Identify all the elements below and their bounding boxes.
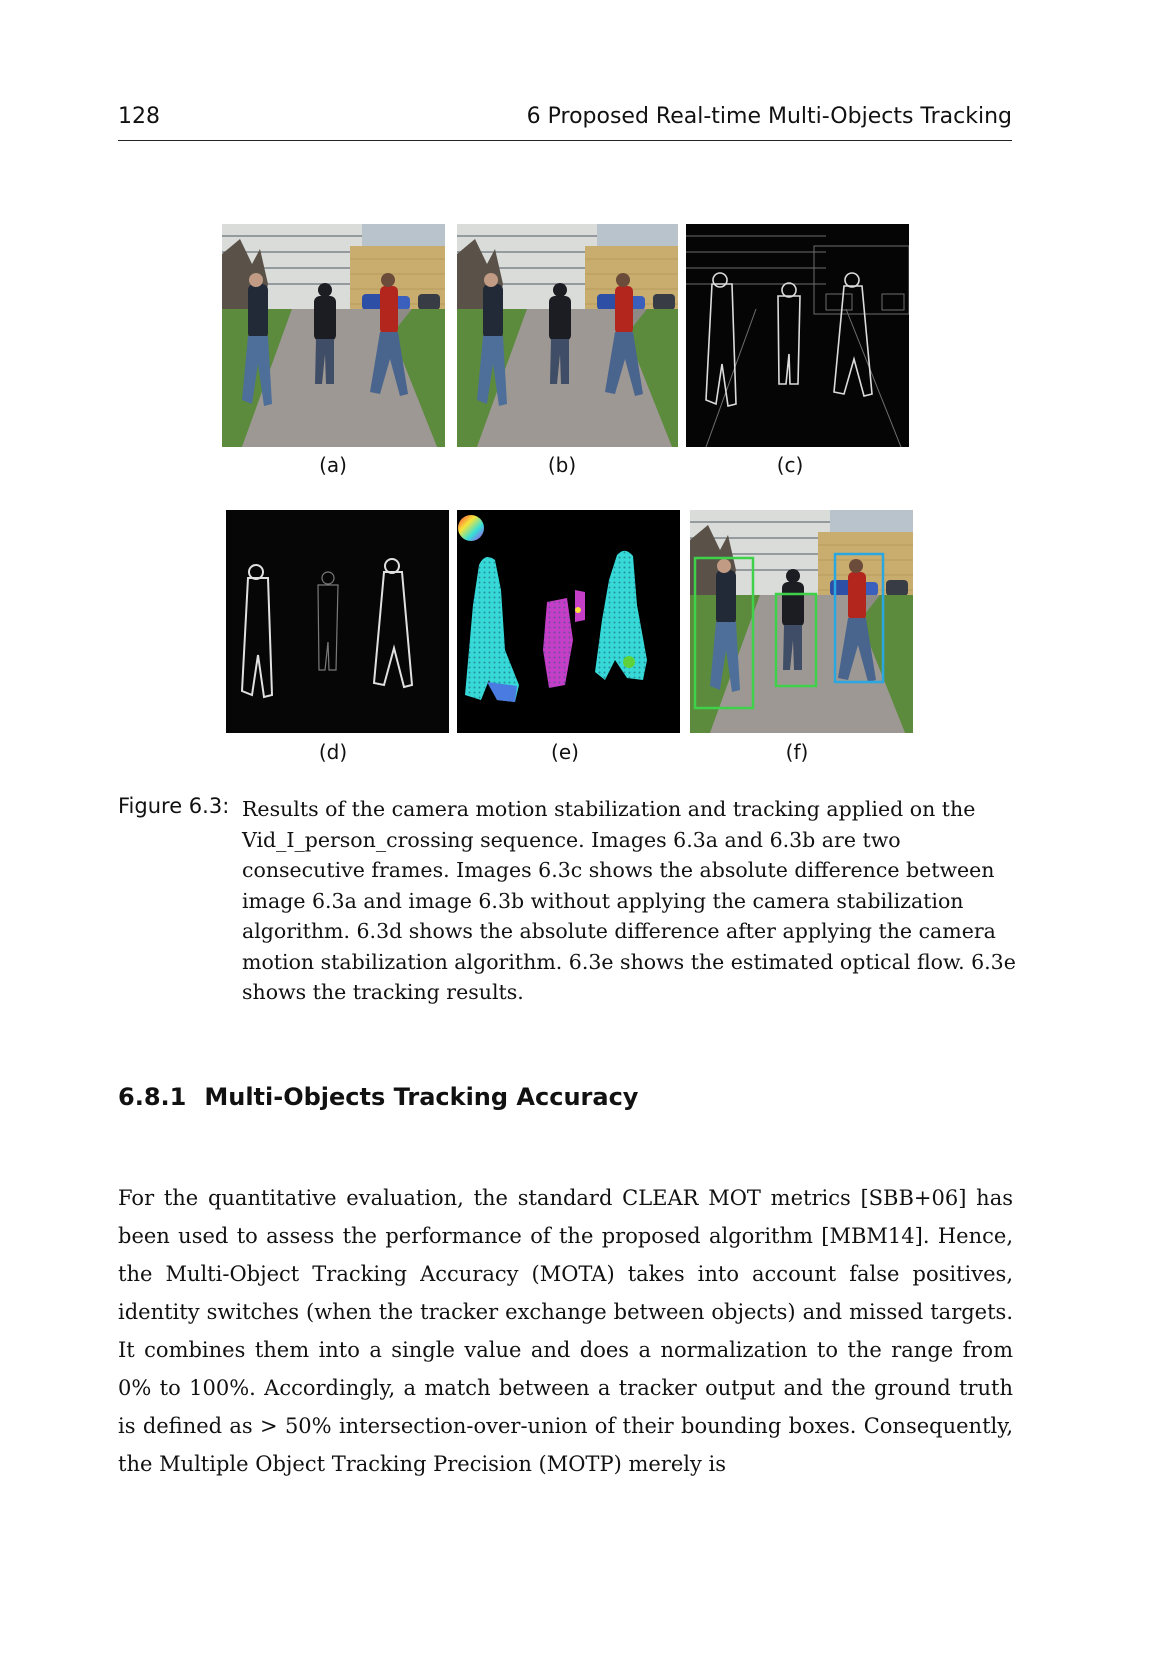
- section-number: 6.8.1: [118, 1083, 187, 1111]
- subfigure-a-label: (a): [319, 453, 347, 477]
- figure-caption-text: Results of the camera motion stabilization and tracking applied on the Vid_I_person_crossing sequence. Images 6.3a and 6.3b are two consecutive frames. Images 6.3c shows the absolute difference between image 6.3a and image 6.3b without applying the camera stabilization algorithm. 6.3d shows the absolute difference after applying the camera motion stabilization algorithm. 6.3e shows the estimated optical flow. 6.3e shows the tracking results.: [242, 797, 1016, 1004]
- section-heading: [118, 1083, 638, 1111]
- subfigure-f-label: (f): [785, 740, 809, 764]
- subfigure-c-image: [686, 224, 909, 447]
- subfigure-c-label: (c): [776, 453, 804, 477]
- subfigure-d-label: (d): [318, 740, 348, 764]
- subfigure-d-image: [226, 510, 449, 733]
- subfigure-b-label: (b): [547, 453, 577, 477]
- subfigure-e-label: (e): [551, 740, 579, 764]
- subfigure-e-image: [457, 510, 680, 733]
- body-paragraph: For the quantitative evaluation, the standard CLEAR MOT metrics [SBB+06] has been used to assess the performance of the proposed algorithm [MBM14]. Hence, the Multi-Object Tracking Accuracy (MOTA) takes into account false positives, identity switches (when the tracker exchange between objects) and missed targets. It combines them into a single value and does a normalization to the range from 0% to 100%. Accordingly, a match between a tracker output and the ground truth is defined as > 50% intersection-over-union of their bounding boxes. Consequently, the Multiple Object Tracking Precision (MOTP) merely is: [118, 1186, 1013, 1476]
- page-number: 128: [118, 104, 160, 129]
- running-header: [118, 100, 1012, 141]
- figure-caption-label: Figure 6.3:: [118, 794, 230, 818]
- chapter-running-title: 6 Proposed Real-time Multi-Objects Tracking: [526, 104, 1012, 129]
- subfigure-b-image: [455, 224, 678, 447]
- subfigure-f-image: [690, 510, 913, 733]
- section-title: Multi-Objects Tracking Accuracy: [204, 1083, 639, 1111]
- subfigure-a-image: [222, 224, 445, 447]
